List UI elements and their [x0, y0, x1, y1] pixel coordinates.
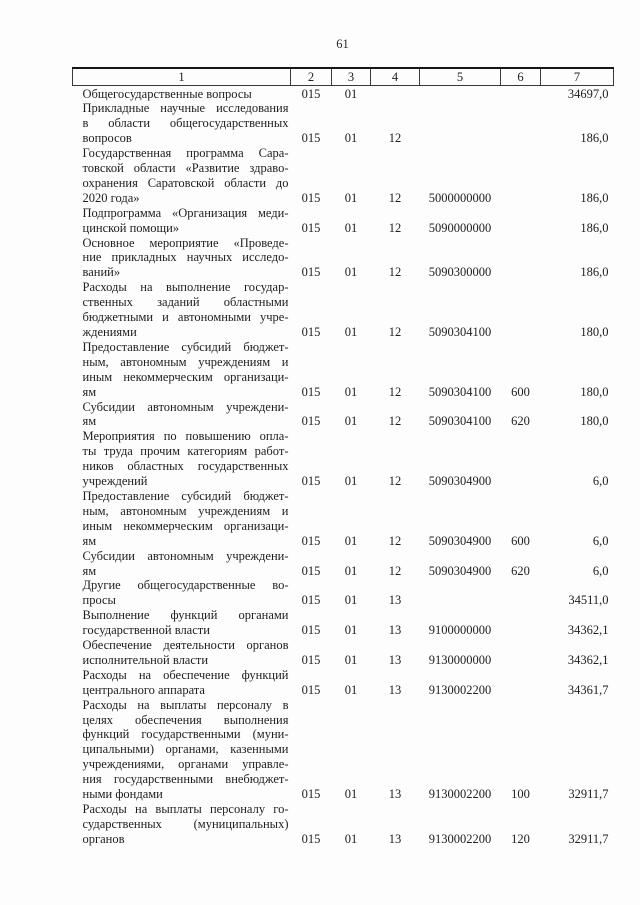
row-article [420, 578, 501, 608]
row-name-line: ям [82, 414, 97, 429]
row-name-line: ям [82, 533, 97, 548]
row-name-line: вопросов [82, 131, 132, 146]
table-row [73, 85, 614, 101]
row-type: 600 [511, 384, 530, 399]
row-name-line: охранения Саратовской области до [82, 175, 289, 190]
row-code: 015 [301, 220, 321, 235]
row-subsection: 12 [388, 190, 402, 205]
row-subsection: 13 [388, 623, 402, 638]
table-row [73, 549, 614, 579]
row-code: 015 [301, 787, 321, 802]
table-row [73, 206, 614, 236]
row-name-line: Субсидии автономным учреждени- [82, 399, 289, 414]
row-article: 9130002200 [428, 787, 492, 802]
row-type: 620 [511, 414, 530, 429]
row-type [501, 280, 541, 340]
row-name-line: ям [82, 563, 97, 578]
row-subsection [371, 85, 420, 101]
row-code: 015 [301, 414, 321, 429]
row-subsection: 13 [388, 831, 402, 846]
row-type [501, 85, 541, 101]
row-name-line: центрального аппарата [82, 682, 205, 697]
row-subsection: 13 [388, 682, 402, 697]
header-col-6: 6 [501, 68, 541, 85]
row-article: 5090304900 [428, 533, 492, 548]
row-section: 01 [344, 593, 358, 608]
row-name-line: Подпрограмма «Организация меди- [82, 205, 289, 220]
row-name-line: государственной власти [82, 623, 210, 638]
row-subsection: 12 [388, 220, 402, 235]
row-code: 015 [301, 533, 321, 548]
row-amount: 32911,7 [568, 787, 609, 802]
row-name-line: ными фондами [82, 787, 163, 802]
row-code: 015 [301, 593, 321, 608]
row-subsection: 12 [388, 563, 402, 578]
row-name-line: просы [82, 593, 116, 608]
row-type [501, 578, 541, 608]
row-name-line: ние прикладных научных исследо- [82, 250, 289, 265]
header-col-2: 2 [291, 68, 332, 85]
row-name-line: Расходы на выполнение государ- [82, 280, 289, 295]
row-type [501, 146, 541, 206]
row-name [73, 101, 291, 146]
row-article: 5090304900 [428, 563, 492, 578]
row-name-line: органов [82, 831, 125, 846]
row-code: 015 [301, 474, 321, 489]
row-article: 9130002200 [428, 831, 492, 846]
row-code: 015 [301, 384, 321, 399]
row-name-line: целях обеспечения выполнения [82, 712, 289, 727]
table-row [73, 340, 614, 400]
row-name [73, 236, 291, 281]
header-col-3: 3 [332, 68, 371, 85]
row-name-line: функций государственными (муни- [82, 727, 289, 742]
row-article: 5000000000 [428, 190, 492, 205]
row-name-line: Предоставление субсидий бюджет- [82, 339, 289, 354]
row-name [73, 400, 291, 430]
row-name [73, 489, 291, 549]
row-article: 5090304100 [428, 325, 492, 339]
row-code: 015 [301, 265, 321, 280]
row-code: 015 [301, 682, 321, 697]
row-section: 01 [344, 682, 358, 697]
row-name-line: Прикладные научные исследования [82, 101, 289, 116]
row-subsection: 12 [388, 533, 402, 548]
row-section: 01 [344, 131, 358, 146]
row-section: 01 [344, 474, 358, 489]
row-name [73, 668, 291, 698]
table-row [73, 400, 614, 430]
table-row [73, 802, 614, 847]
row-section: 01 [344, 787, 358, 802]
row-amount: 180,0 [580, 384, 609, 399]
row-code: 015 [301, 831, 321, 846]
table-row [73, 608, 614, 638]
row-name [73, 549, 291, 579]
row-name [73, 340, 291, 400]
row-amount: 32911,7 [568, 831, 609, 846]
row-section: 01 [344, 190, 358, 205]
row-amount: 186,0 [580, 190, 609, 205]
table-row [73, 280, 614, 340]
page-number: 61 [336, 37, 349, 51]
row-section: 01 [344, 220, 358, 235]
row-name-line: Расходы на обеспечение функций [82, 667, 289, 682]
row-name-line: ния государственными внебюджет- [82, 772, 289, 787]
row-amount: 186,0 [580, 220, 609, 235]
row-subsection: 12 [388, 474, 402, 489]
row-name-line: ным, автономным учреждениям и [82, 503, 289, 518]
row-type: 620 [511, 563, 530, 578]
row-section: 01 [344, 831, 358, 846]
row-code: 015 [301, 86, 321, 101]
row-article: 5090000000 [428, 220, 492, 235]
row-name-line: иным некоммерческим организаци- [82, 369, 289, 384]
row-name-line: ваний» [82, 265, 121, 280]
row-article: 5090304100 [428, 384, 492, 399]
row-name-line: товской области «Развитие здраво- [82, 161, 289, 176]
table-row [73, 638, 614, 668]
row-type: 100 [511, 787, 530, 802]
row-name-line: ям [82, 384, 97, 399]
row-subsection: 12 [388, 414, 402, 429]
row-article: 5090304900 [428, 474, 492, 489]
row-amount: 6,0 [592, 474, 609, 489]
table-row [73, 429, 614, 489]
row-name-line: сударственных (муниципальных) [82, 816, 289, 831]
table-header-row [73, 68, 614, 85]
row-article: 9130000000 [428, 652, 492, 667]
row-subsection: 12 [388, 265, 402, 280]
row-subsection: 13 [388, 787, 402, 802]
row-section: 01 [344, 533, 358, 548]
row-name-line: Основное мероприятие «Проведе- [82, 235, 289, 250]
table-row [73, 489, 614, 549]
row-code: 015 [301, 623, 321, 638]
row-name [73, 206, 291, 236]
row-name-line: 2020 года» [82, 190, 140, 205]
row-name [73, 608, 291, 638]
row-amount: 6,0 [592, 563, 609, 578]
row-section: 01 [344, 384, 358, 399]
row-amount: 34697,0 [567, 86, 609, 101]
row-type [501, 638, 541, 668]
row-name [73, 429, 291, 489]
row-section: 01 [344, 652, 358, 667]
row-name-line: Другие общегосударственные во- [82, 578, 289, 593]
row-article: 5090304100 [428, 414, 492, 429]
row-name [73, 802, 291, 847]
row-type [501, 668, 541, 698]
table-row [73, 698, 614, 802]
row-article: 9130002200 [428, 682, 492, 697]
row-subsection: 13 [388, 593, 402, 608]
row-name-line: Выполнение функций органами [82, 608, 289, 623]
header-col-4: 4 [371, 68, 420, 85]
row-name-line: учреждениями, органами управле- [82, 757, 289, 772]
row-type [501, 608, 541, 638]
row-amount: 186,0 [580, 131, 609, 146]
row-amount: 34362,1 [567, 623, 609, 638]
row-code: 015 [301, 563, 321, 578]
row-name-line: ждениями [82, 325, 137, 339]
row-name-line: иным некоммерческим организаци- [82, 518, 289, 533]
table-row [73, 578, 614, 608]
row-name [73, 146, 291, 206]
row-amount: 186,0 [580, 265, 609, 280]
row-article: 5090300000 [428, 265, 492, 280]
row-type [501, 429, 541, 489]
row-code: 015 [301, 325, 321, 339]
row-section: 01 [344, 86, 358, 101]
row-name-line: Общегосударственные вопросы [82, 86, 252, 101]
row-amount: 34361,7 [567, 682, 609, 697]
row-code: 015 [301, 190, 321, 205]
header-col-5: 5 [420, 68, 501, 85]
row-amount: 34362,1 [567, 652, 609, 667]
row-section: 01 [344, 414, 358, 429]
row-name-line: Расходы на выплаты персоналу в [82, 697, 289, 712]
row-code: 015 [301, 652, 321, 667]
header-col-7: 7 [541, 68, 614, 85]
row-subsection: 12 [388, 384, 402, 399]
row-name-line: цинской помощи» [82, 220, 180, 235]
table-body [73, 85, 614, 847]
row-code: 015 [301, 131, 321, 146]
row-name-line: учреждений [82, 474, 148, 489]
row-article: 9100000000 [428, 623, 492, 638]
row-subsection: 12 [388, 325, 402, 339]
row-name-line: Предоставление субсидий бюджет- [82, 488, 289, 503]
table-row [73, 668, 614, 698]
row-name [73, 578, 291, 608]
row-name-line: Расходы на выплаты персоналу го- [82, 802, 289, 816]
row-name-line: ным, автономным учреждениям и [82, 354, 289, 369]
row-subsection: 13 [388, 652, 402, 667]
row-name [73, 280, 291, 340]
row-type [501, 101, 541, 146]
row-type [501, 236, 541, 281]
row-section: 01 [344, 325, 358, 339]
row-amount: 180,0 [580, 325, 609, 339]
row-article [420, 101, 501, 146]
row-subsection: 12 [388, 131, 402, 146]
row-name-line: Обеспечение деятельности органов [82, 638, 289, 653]
row-name [73, 85, 291, 101]
row-type [501, 206, 541, 236]
table-row [73, 101, 614, 146]
row-name-line: бюджетными и автономными учре- [82, 310, 289, 325]
table-row [73, 146, 614, 206]
row-type: 120 [511, 831, 530, 846]
row-name-line: ципальными) органами, казенными [82, 742, 289, 757]
row-amount: 6,0 [592, 533, 609, 548]
header-col-1: 1 [73, 68, 291, 85]
row-name-line: Государственная программа Сара- [82, 146, 289, 161]
row-name-line: ников областных государственных [82, 459, 289, 474]
row-name-line: Субсидии автономным учреждени- [82, 548, 289, 563]
row-type: 600 [511, 533, 530, 548]
row-amount: 34511,0 [568, 593, 609, 608]
row-name [73, 698, 291, 802]
table-header [73, 68, 614, 85]
row-name-line: в области общегосударственных [82, 116, 289, 131]
row-name-line: ственных заданий областными [82, 295, 289, 310]
table-row [73, 236, 614, 281]
row-section: 01 [344, 265, 358, 280]
row-article [420, 85, 501, 101]
row-name-line: ты труда прочим категориям работ- [82, 444, 289, 459]
row-section: 01 [344, 623, 358, 638]
row-name-line: Мероприятия по повышению опла- [82, 429, 289, 444]
row-name-line: исполнительной власти [82, 652, 209, 667]
row-section: 01 [344, 563, 358, 578]
budget-table [72, 67, 614, 847]
row-amount: 180,0 [580, 414, 609, 429]
row-name [73, 638, 291, 668]
